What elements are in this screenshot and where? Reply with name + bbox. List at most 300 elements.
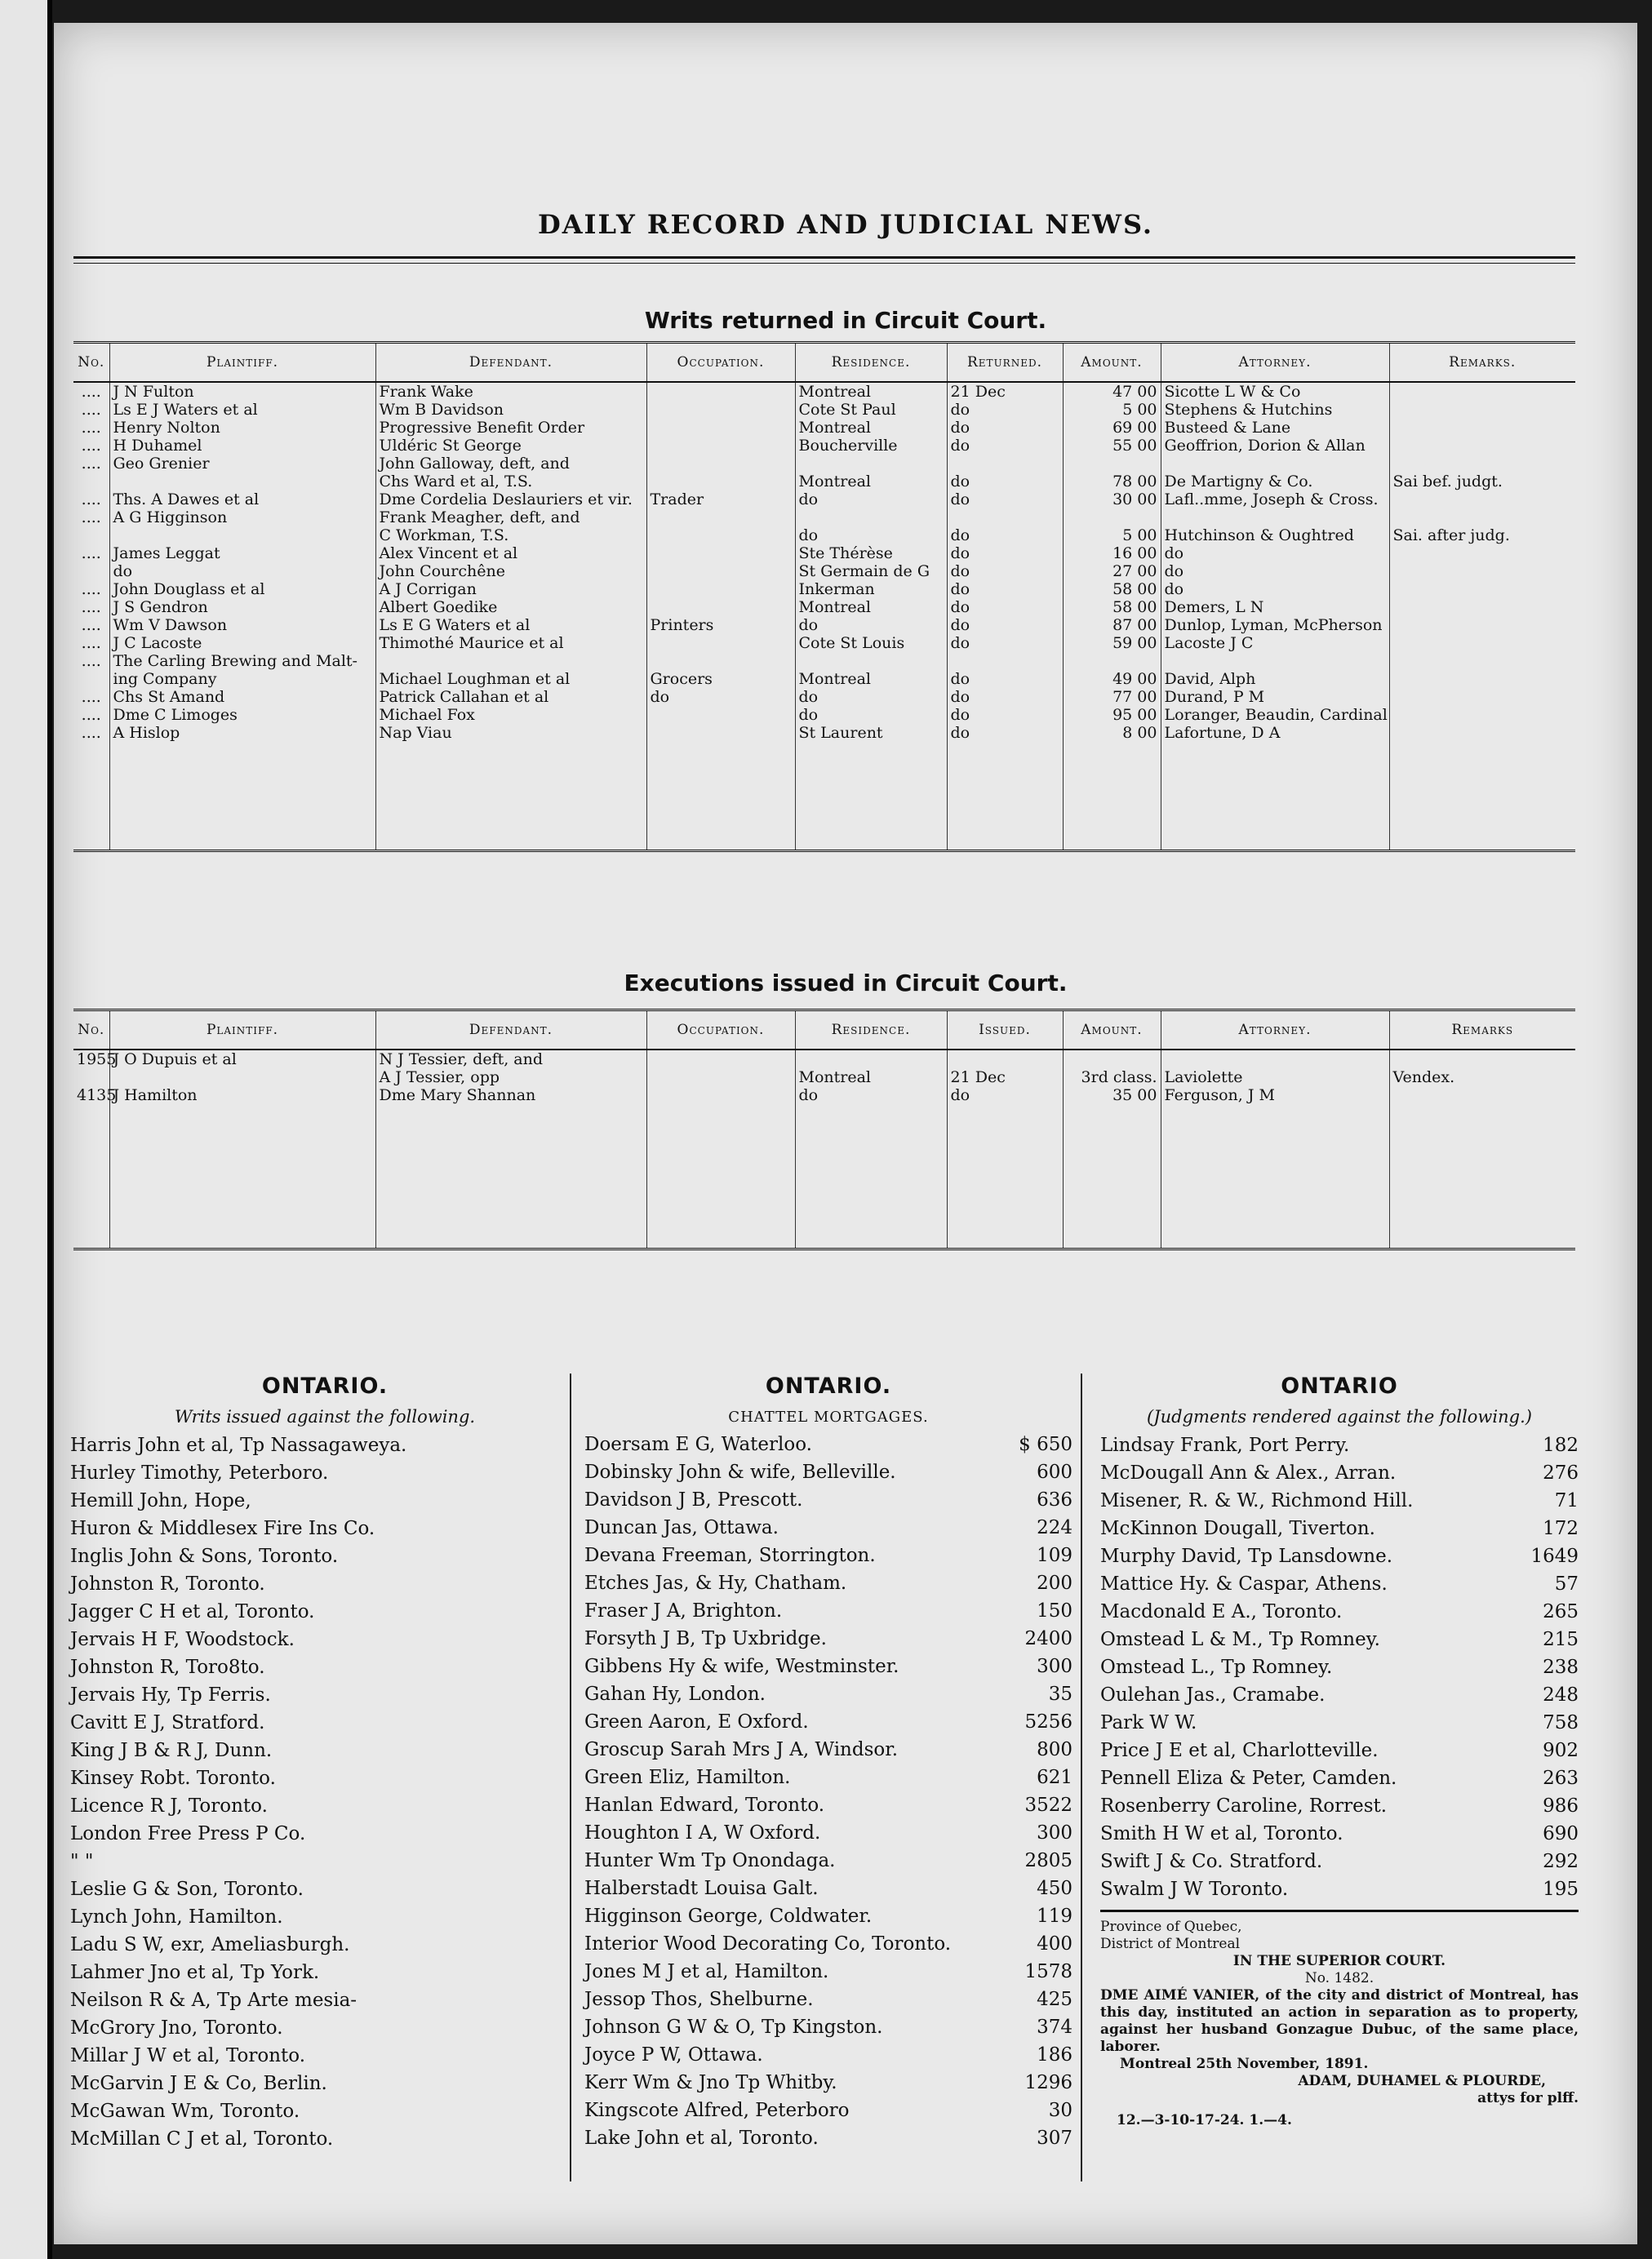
table-cell — [795, 652, 947, 670]
blank-cell — [109, 1176, 375, 1194]
table-cell — [1389, 382, 1575, 401]
blank-cell — [1161, 1194, 1389, 1212]
table-row — [73, 455, 1575, 473]
table-cell: Cote St Paul — [795, 401, 947, 419]
list-item — [1100, 1792, 1579, 1820]
blank-cell — [947, 1212, 1063, 1230]
list-item: Jagger C H et al, Toronto. — [70, 1601, 315, 1622]
judgments-subtitle: (Judgments rendered against the following.) — [1147, 1407, 1532, 1427]
blank-cell — [1389, 1194, 1575, 1212]
table-cell: N J Tessier, deft, and — [375, 1050, 646, 1068]
blank-cell — [1389, 1176, 1575, 1194]
column-header: Returned. — [947, 343, 1063, 383]
table-cell: .... — [73, 437, 109, 455]
list-item — [1100, 1515, 1579, 1542]
table-cell — [1161, 652, 1389, 670]
table-cell: Thimothé Maurice et al — [375, 634, 646, 652]
entry-amount: 1296 — [1024, 2072, 1072, 2093]
table-cell — [947, 1050, 1063, 1068]
notice-footer: 12.—3-10-17-24. 1.—4. — [1117, 2112, 1292, 2128]
list-item — [584, 1708, 1072, 1736]
blank-cell — [646, 760, 795, 778]
blank-cell — [1161, 814, 1389, 832]
blank-cell — [646, 1158, 795, 1176]
table-cell: Busteed & Lane — [1161, 419, 1389, 437]
blank-row — [73, 1140, 1575, 1158]
list-item — [584, 1542, 1072, 1569]
entry-name: Joyce P W, Ottawa. — [584, 2044, 763, 2066]
entry-name: Murphy David, Tp Lansdowne. — [1100, 1546, 1393, 1567]
list-item — [584, 1680, 1072, 1708]
blank-row — [73, 814, 1575, 832]
blank-cell — [1063, 778, 1161, 796]
entry-amount: 1649 — [1530, 1546, 1579, 1567]
judgments-list — [1100, 1431, 1579, 1903]
table-cell — [1063, 652, 1161, 670]
table-row — [73, 670, 1575, 688]
blank-cell — [109, 814, 375, 832]
blank-cell — [375, 1140, 646, 1158]
table-cell: .... — [73, 706, 109, 724]
entry-name: Lindsay Frank, Port Perry. — [1100, 1435, 1350, 1456]
entry-amount: 172 — [1543, 1518, 1579, 1539]
table-cell: Michael Fox — [375, 706, 646, 724]
blank-cell — [109, 1230, 375, 1249]
table-cell — [109, 473, 375, 490]
table-cell: do — [947, 526, 1063, 544]
entry-amount: 400 — [1037, 1933, 1072, 1955]
blank-cell — [1389, 1140, 1575, 1158]
blank-row — [73, 1230, 1575, 1249]
entry-name: Interior Wood Decorating Co, Toronto. — [584, 1933, 952, 1955]
table-cell — [795, 455, 947, 473]
entry-name: Duncan Jas, Ottawa. — [584, 1517, 779, 1538]
table-cell: .... — [73, 490, 109, 508]
table-cell: Ste Thérèse — [795, 544, 947, 562]
list-item: Licence R J, Toronto. — [70, 1795, 268, 1817]
ontario-writs-column — [70, 1374, 580, 2153]
list-item: " " — [70, 1851, 94, 1872]
table-cell: 30 00 — [1063, 490, 1161, 508]
table-cell: John Douglass et al — [109, 580, 375, 598]
table-cell — [646, 562, 795, 580]
table-row — [73, 382, 1575, 401]
list-item — [1100, 1848, 1579, 1875]
blank-cell — [73, 1230, 109, 1249]
executions-section-title: Executions issued in Circuit Court. — [624, 970, 1068, 996]
table-cell — [646, 382, 795, 401]
table-row — [73, 580, 1575, 598]
list-item: Leslie G & Son, Toronto. — [70, 1879, 304, 1900]
entry-amount: 2805 — [1024, 1850, 1072, 1871]
entry-amount: 276 — [1543, 1462, 1579, 1484]
blank-cell — [1063, 814, 1161, 832]
entry-name: Devana Freeman, Storrington. — [584, 1545, 876, 1566]
table-cell — [1389, 455, 1575, 473]
newspaper-page — [54, 23, 1637, 2244]
table-cell: Frank Wake — [375, 382, 646, 401]
judgments-column — [1100, 1374, 1579, 2129]
column-header: Amount. — [1063, 1010, 1161, 1050]
table-cell: H Duhamel — [109, 437, 375, 455]
list-item — [584, 1791, 1072, 1819]
chattel-list — [584, 1431, 1072, 2152]
entry-amount: 5256 — [1024, 1711, 1072, 1733]
table-cell — [1063, 508, 1161, 526]
blank-cell — [375, 814, 646, 832]
table-cell — [646, 544, 795, 562]
blank-cell — [375, 796, 646, 814]
table-cell: do — [795, 706, 947, 724]
entry-name: Mattice Hy. & Caspar, Athens. — [1100, 1573, 1388, 1595]
blank-cell — [1161, 1122, 1389, 1140]
blank-cell — [795, 1230, 947, 1249]
table-cell: do — [795, 616, 947, 634]
blank-cell — [1063, 1122, 1161, 1140]
blank-cell — [1161, 1230, 1389, 1249]
list-item — [584, 1986, 1072, 2013]
list-item — [1100, 1459, 1579, 1487]
blank-cell — [375, 832, 646, 851]
table-cell: 55 00 — [1063, 437, 1161, 455]
table-cell — [1389, 580, 1575, 598]
table-cell: do — [795, 1086, 947, 1104]
table-cell: A Hislop — [109, 724, 375, 742]
entry-name: Groscup Sarah Mrs J A, Windsor. — [584, 1739, 899, 1760]
table-cell: ing Company — [109, 670, 375, 688]
table-cell: do — [947, 724, 1063, 742]
list-item — [1100, 1681, 1579, 1709]
entry-amount: 263 — [1543, 1768, 1579, 1789]
table-cell: Lafl..mme, Joseph & Cross. — [1161, 490, 1389, 508]
table-cell — [1389, 670, 1575, 688]
list-item — [1100, 1626, 1579, 1653]
table-cell: Dme Cordelia Deslauriers et vir. — [375, 490, 646, 508]
entry-name: Smith H W et al, Toronto. — [1100, 1823, 1343, 1844]
table-cell: Wm B Davidson — [375, 401, 646, 419]
table-cell — [1063, 455, 1161, 473]
entry-name: Omstead L & M., Tp Romney. — [1100, 1629, 1380, 1650]
table-cell — [1389, 724, 1575, 742]
blank-row — [73, 760, 1575, 778]
blank-cell — [646, 832, 795, 851]
table-cell: Demers, L N — [1161, 598, 1389, 616]
table-cell — [646, 419, 795, 437]
table-cell: .... — [73, 401, 109, 419]
table-row — [73, 616, 1575, 634]
table-cell: A J Corrigan — [375, 580, 646, 598]
blank-row — [73, 1122, 1575, 1140]
list-item — [584, 1847, 1072, 1875]
list-item — [584, 2069, 1072, 2097]
entry-name: Gibbens Hy & wife, Westminster. — [584, 1656, 899, 1677]
blank-cell — [646, 1230, 795, 1249]
table-cell: .... — [73, 634, 109, 652]
blank-cell — [1389, 796, 1575, 814]
entry-amount: 150 — [1037, 1600, 1072, 1622]
column-header: Attorney. — [1161, 1010, 1389, 1050]
table-cell — [109, 1068, 375, 1086]
list-item — [584, 1875, 1072, 1902]
table-row — [73, 706, 1575, 724]
entry-name: Halberstadt Louisa Galt. — [584, 1878, 819, 1899]
blank-cell — [646, 1140, 795, 1158]
table-row — [73, 401, 1575, 419]
blank-cell — [646, 778, 795, 796]
table-cell — [1063, 1050, 1161, 1068]
entry-amount: 600 — [1037, 1462, 1072, 1483]
table-cell: Nap Viau — [375, 724, 646, 742]
blank-cell — [947, 1140, 1063, 1158]
table-cell: 16 00 — [1063, 544, 1161, 562]
table-cell — [646, 1068, 795, 1086]
table-cell: .... — [73, 652, 109, 670]
table-cell: J Hamilton — [109, 1086, 375, 1104]
list-item — [584, 1653, 1072, 1680]
table-cell: Alex Vincent et al — [375, 544, 646, 562]
table-row — [73, 1086, 1575, 1104]
table-cell: do — [947, 490, 1063, 508]
list-item — [584, 1514, 1072, 1542]
list-item: Hemill John, Hope, — [70, 1490, 251, 1511]
table-cell: do — [795, 526, 947, 544]
entry-name: Green Aaron, E Oxford. — [584, 1711, 809, 1733]
column-header: Remarks — [1389, 1010, 1575, 1050]
blank-cell — [947, 1230, 1063, 1249]
table-row — [73, 1050, 1575, 1068]
blank-cell — [73, 1212, 109, 1230]
table-row — [73, 437, 1575, 455]
notice-number: No. 1482. — [1304, 1970, 1374, 1986]
chattel-title: ONTARIO. — [765, 1374, 892, 1399]
list-item — [1100, 1737, 1579, 1764]
table-cell: St Germain de G — [795, 562, 947, 580]
blank-cell — [1389, 1158, 1575, 1176]
blank-cell — [73, 760, 109, 778]
table-cell — [646, 401, 795, 419]
entry-name: Davidson J B, Prescott. — [584, 1489, 803, 1511]
notice-firm: ADAM, DUHAMEL & PLOURDE, — [1298, 2073, 1546, 2089]
blank-row — [73, 1194, 1575, 1212]
entry-name: Kerr Wm & Jno Tp Whitby. — [584, 2072, 837, 2093]
table-cell: Cote St Louis — [795, 634, 947, 652]
table-cell — [1389, 598, 1575, 616]
list-item — [1100, 1542, 1579, 1570]
blank-cell — [73, 1104, 109, 1122]
table-cell: Dunlop, Lyman, McPherson — [1161, 616, 1389, 634]
column-header: Defendant. — [375, 1010, 646, 1050]
table-cell: 69 00 — [1063, 419, 1161, 437]
table-cell: do — [795, 688, 947, 706]
entry-name: Oulehan Jas., Cramabe. — [1100, 1684, 1326, 1706]
blank-cell — [1063, 760, 1161, 778]
entry-amount: 215 — [1543, 1629, 1579, 1650]
entry-amount: 238 — [1543, 1657, 1579, 1678]
table-cell: Dme C Limoges — [109, 706, 375, 724]
blank-cell — [1161, 1158, 1389, 1176]
blank-cell — [795, 1212, 947, 1230]
list-item — [1100, 1820, 1579, 1848]
column-header: Amount. — [1063, 343, 1161, 383]
table-cell: 27 00 — [1063, 562, 1161, 580]
table-cell: do — [947, 419, 1063, 437]
table-cell: Stephens & Hutchins — [1161, 401, 1389, 419]
list-item — [584, 1958, 1072, 1986]
table-cell: Hutchinson & Oughtred — [1161, 526, 1389, 544]
table-cell: Grocers — [646, 670, 795, 688]
blank-cell — [1389, 778, 1575, 796]
table-cell: Albert Goedike — [375, 598, 646, 616]
blank-cell — [947, 814, 1063, 832]
blank-cell — [375, 778, 646, 796]
notice-province: Province of Quebec, — [1100, 1919, 1242, 1935]
table-cell: 78 00 — [1063, 473, 1161, 490]
table-cell: 21 Dec — [947, 382, 1063, 401]
table-cell: 95 00 — [1063, 706, 1161, 724]
blank-row — [73, 742, 1575, 760]
entry-amount: 307 — [1037, 2128, 1072, 2149]
table-cell: J N Fulton — [109, 382, 375, 401]
list-item: Lynch John, Hamilton. — [70, 1906, 283, 1928]
blank-cell — [795, 1140, 947, 1158]
table-cell: 1955 — [73, 1050, 109, 1068]
list-item — [584, 1930, 1072, 1958]
table-row — [73, 724, 1575, 742]
blank-cell — [947, 1122, 1063, 1140]
list-item: Huron & Middlesex Fire Ins Co. — [70, 1518, 375, 1539]
entry-name: Swalm J W Toronto. — [1100, 1879, 1289, 1900]
blank-cell — [109, 1212, 375, 1230]
table-cell: 87 00 — [1063, 616, 1161, 634]
blank-row — [73, 1212, 1575, 1230]
table-cell: 4135 — [73, 1086, 109, 1104]
entry-amount: 425 — [1037, 1989, 1072, 2010]
entry-amount: 300 — [1037, 1656, 1072, 1677]
blank-cell — [73, 1158, 109, 1176]
table-cell: A J Tessier, opp — [375, 1068, 646, 1086]
table-cell — [947, 455, 1063, 473]
table-cell: .... — [73, 688, 109, 706]
header-rule — [73, 256, 1575, 264]
blank-cell — [109, 742, 375, 760]
blank-row — [73, 832, 1575, 851]
entry-amount: 636 — [1037, 1489, 1072, 1511]
table-cell: .... — [73, 598, 109, 616]
table-cell: do — [947, 1086, 1063, 1104]
table-cell: Sai bef. judgt. — [1392, 473, 1503, 490]
blank-cell — [1063, 1140, 1161, 1158]
entry-name: Price J E et al, Charlotteville. — [1100, 1740, 1379, 1761]
entry-amount: 186 — [1037, 2044, 1072, 2066]
entry-name: McDougall Ann & Alex., Arran. — [1100, 1462, 1397, 1484]
table-cell: Montreal — [795, 1068, 947, 1086]
blank-cell — [1389, 742, 1575, 760]
table-cell: do — [947, 401, 1063, 419]
list-item — [1100, 1875, 1579, 1903]
table-cell: Ferguson, J M — [1161, 1086, 1389, 1104]
blank-row — [73, 778, 1575, 796]
list-item — [584, 1569, 1072, 1597]
column-divider — [570, 1374, 571, 2181]
table-cell: do — [947, 437, 1063, 455]
blank-cell — [375, 1122, 646, 1140]
list-item — [584, 1736, 1072, 1764]
table-cell — [73, 670, 109, 688]
table-cell — [1389, 634, 1575, 652]
entry-amount: 300 — [1037, 1822, 1072, 1844]
table-cell: do — [947, 473, 1063, 490]
table-cell — [646, 473, 795, 490]
entry-name: Higginson George, Coldwater. — [584, 1906, 873, 1927]
table-cell: John Galloway, deft, and — [375, 455, 646, 473]
blank-cell — [73, 778, 109, 796]
blank-cell — [73, 742, 109, 760]
left-page-edge — [0, 0, 52, 2259]
table-cell — [646, 652, 795, 670]
ontario-writs-title: ONTARIO. — [261, 1374, 389, 1399]
blank-cell — [947, 1104, 1063, 1122]
table-cell: The Carling Brewing and Malt- — [109, 652, 375, 670]
entry-amount: 902 — [1543, 1740, 1579, 1761]
blank-cell — [947, 760, 1063, 778]
list-item — [584, 2097, 1072, 2124]
table-cell: Montreal — [795, 473, 947, 490]
blank-cell — [109, 760, 375, 778]
blank-cell — [73, 814, 109, 832]
blank-cell — [1389, 1230, 1575, 1249]
table-cell: C Workman, T.S. — [375, 526, 646, 544]
table-cell: do — [947, 616, 1063, 634]
table-cell: .... — [73, 419, 109, 437]
ontario-writs-subtitle: Writs issued against the following. — [174, 1407, 476, 1427]
list-item: Cavitt E J, Stratford. — [70, 1712, 265, 1733]
table-cell: Montreal — [795, 419, 947, 437]
blank-cell — [1389, 1122, 1575, 1140]
table-cell — [375, 652, 646, 670]
entry-amount: 248 — [1543, 1684, 1579, 1706]
list-item: Jervais Hy, Tp Ferris. — [70, 1684, 271, 1706]
blank-cell — [1161, 1104, 1389, 1122]
list-item — [584, 1819, 1072, 1847]
notice-district: District of Montreal — [1100, 1936, 1241, 1952]
table-cell: J S Gendron — [109, 598, 375, 616]
entry-amount: 195 — [1543, 1879, 1579, 1900]
table-row — [73, 634, 1575, 652]
table-cell — [646, 598, 795, 616]
blank-cell — [109, 1122, 375, 1140]
blank-cell — [795, 1122, 947, 1140]
table-row — [73, 473, 1575, 490]
table-cell: do — [646, 688, 795, 706]
entry-name: Swift J & Co. Stratford. — [1100, 1851, 1323, 1872]
list-item — [584, 1486, 1072, 1514]
blank-cell — [73, 1122, 109, 1140]
blank-cell — [1063, 1158, 1161, 1176]
blank-cell — [795, 1176, 947, 1194]
table-cell — [1389, 688, 1575, 706]
blank-cell — [1063, 1194, 1161, 1212]
table-cell — [646, 1050, 795, 1068]
table-cell: 47 00 — [1063, 382, 1161, 401]
list-item — [584, 1902, 1072, 1930]
table-cell — [646, 508, 795, 526]
blank-cell — [73, 1140, 109, 1158]
column-header: Plaintiff. — [109, 1010, 375, 1050]
table-cell — [73, 473, 109, 490]
list-item — [584, 1625, 1072, 1653]
entry-name: Kingscote Alfred, Peterboro — [584, 2100, 850, 2121]
list-item: Jervais H F, Woodstock. — [70, 1629, 295, 1650]
